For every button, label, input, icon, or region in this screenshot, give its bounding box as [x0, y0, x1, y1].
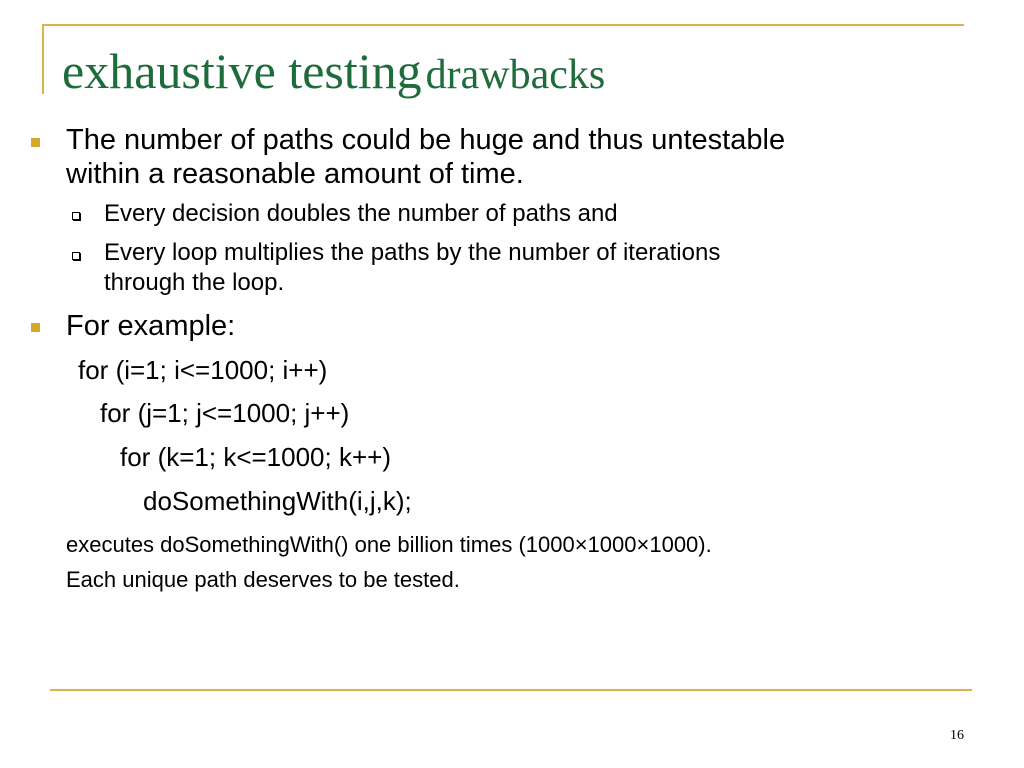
bullet-square-icon: [31, 138, 40, 147]
bullet-square-icon: [31, 323, 40, 332]
sub-bullet-2-line-2: through the loop.: [104, 269, 285, 296]
sub-bullet-square-icon: [72, 212, 80, 220]
bullet-2-line-1: For example:: [66, 310, 236, 342]
page-number: 16: [950, 728, 964, 743]
title-frame-top-rule: [42, 24, 964, 26]
footer-rule: [50, 689, 972, 691]
slide-title-main: exhaustive testing: [62, 43, 422, 99]
slide-title: [62, 43, 606, 99]
sub-bullet-square-icon: [72, 252, 80, 260]
sub-bullet-1: Every decision doubles the number of paths and: [104, 200, 618, 227]
code-line-4: doSomethingWith(i,j,k);: [143, 486, 412, 516]
code-line-1: for (i=1; i<=1000; i++): [78, 355, 328, 385]
code-line-2: for (j=1; j<=1000; j++): [100, 398, 350, 428]
slide-title-tail: drawbacks: [425, 52, 606, 98]
bullet-1-line-1: The number of paths could be huge and thus untestable: [66, 124, 786, 156]
title-frame-left-rule: [42, 24, 44, 94]
bullet-1-line-2: within a reasonable amount of time.: [66, 158, 524, 190]
note-line-1: executes doSomethingWith() one billion times (1000×1000×1000).: [66, 532, 712, 557]
code-line-3: for (k=1; k<=1000; k++): [120, 442, 391, 472]
sub-bullet-2-line-1: Every loop multiplies the paths by the number of iterations: [104, 239, 721, 266]
note-line-2: Each unique path deserves to be tested.: [66, 567, 460, 592]
